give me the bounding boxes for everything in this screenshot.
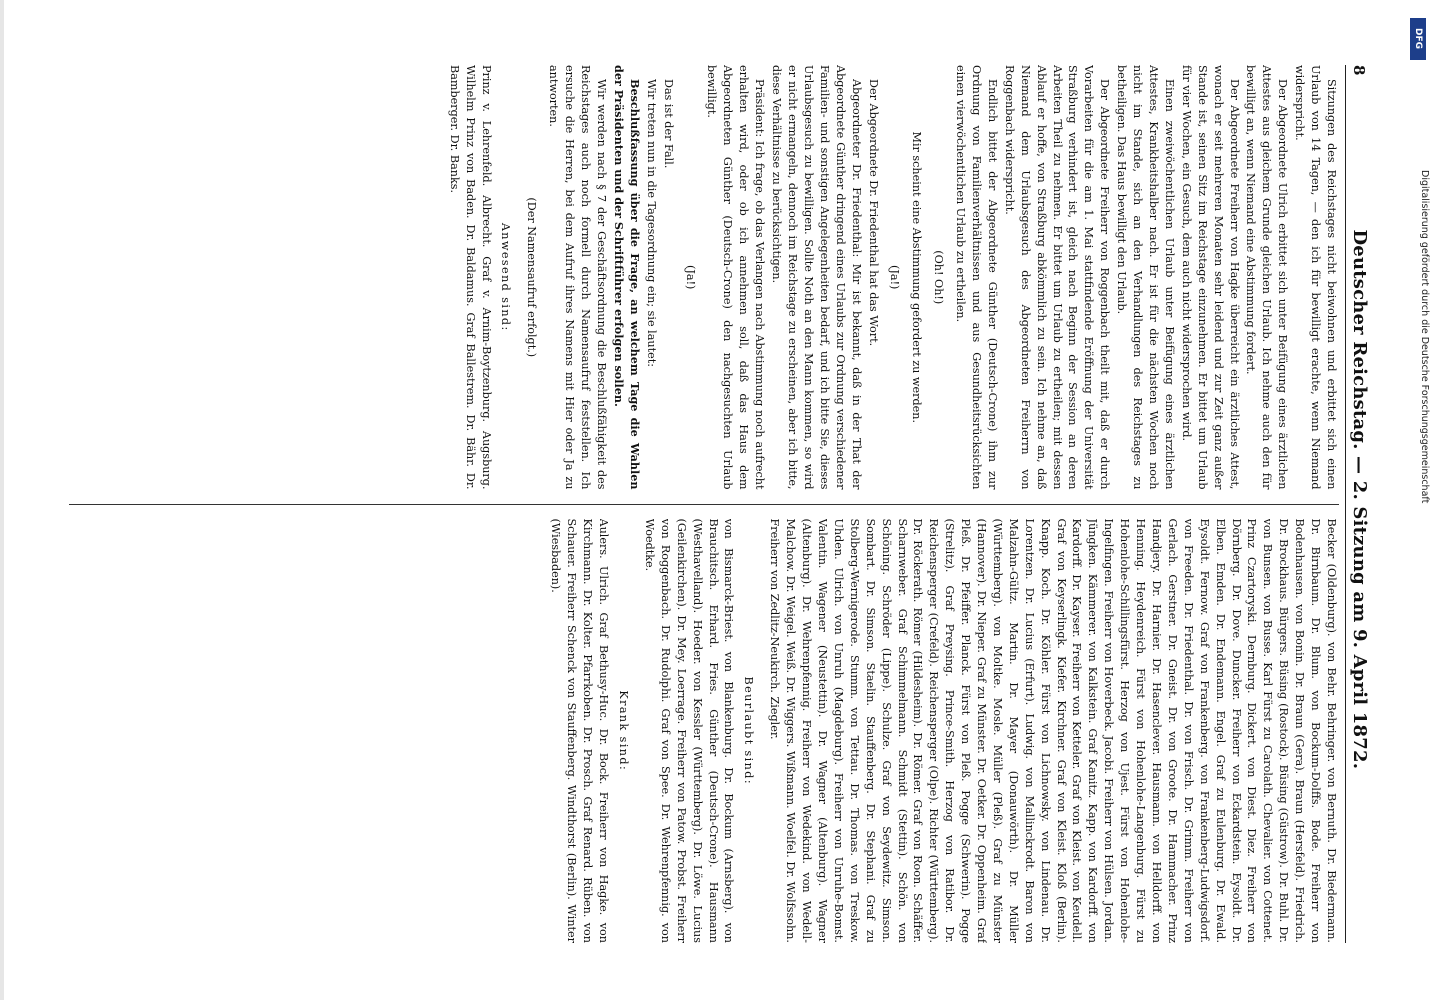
statement: Der Abgeordnete Dr. Friedenthal hat das Wort. <box>866 79 880 347</box>
page-header <box>1345 65 1370 943</box>
page-number: 8 <box>1350 65 1368 76</box>
interjection: (Ja!) <box>683 265 697 290</box>
interjection: (Ja!) <box>888 265 902 290</box>
paragraph: Der Abgeordnete Ulrich erbittet sich unter Beifügung eines ärztlichen Attestes aus gleichem Grunde gleichen Urlaub. Ich nehme auch den für bewilligt an, wenn Niemand eine Abstimmung fordert. <box>1244 65 1290 490</box>
page-title: Deutscher Reichstag. — 2. Sitzung am 9. April 1872. <box>1349 229 1370 770</box>
rollcall-note: (Der Namensaufruf erfolgt.) <box>525 197 539 358</box>
left-column <box>69 65 1339 490</box>
column-divider <box>69 504 1339 505</box>
right-column <box>69 519 1339 944</box>
paragraph: Der Abgeordnete Freiherr von Roggenbach theilt mit, daß er durch Vorarbeiten für die am 1. Mai stattfindende Eröffnung der Universität Straßburg verhindert ist, gleich nach Beginn der Session an deren Arbeiten Theil zu nehmen. Er bittet um Urlaub zu ertheilen; mit dessen Ablauf er hoffe, von Straßburg abkömmlich zu sein. Ich nehme an, daß Niemand dem Urlaubsgesuch des Abgeordneten Freiherrn von Roggenbach widerspricht. <box>1002 65 1112 490</box>
present-list-continued: Becker (Oldenburg). von Behr. Behringer. von Bernuth. Dr. Biedermann. Dr. Birnbaum. Dr. Blum. von Bockum-Dolffs. Bode. Freiherr von Bodenhausen. von Bonin. Dr. Braun (Gera). Braun (Hersfeld). Friedrich. Dr. Brockhaus. Bürgers. Büsing (Rostock). Büsing (Güstrow). Dr. Buhl. Dr. von Bunsen. von Busse. Karl Fürst zu Carolath. Chevalier. von Cottenet. Prinz Czartoryski. Dernburg. Dickert. von Diest. Diez. Freiherr von Dörnberg. Dr. Dove. Duncker. Freiherr von Eckardstein. Eysoldt. Dr. Elben. Emden. Dr. Endemann. Engel. Graf zu Eulenburg. Dr. Ewald. Eysoldt. Fernow. Graf von Frankenberg. von Frankenberg-Ludwigsdorf. von Freeden. Dr. Friedenthal. Dr. von Frisch. Dr. Grimm. Freiherr von Gerlach. Gerstner. Dr. Gneist. Dr. von Groote. Dr. Hammacher. Prinz Handjery. Dr. Harnier. Dr. Hasenclever. Hausmann. von Helldorff. von Henning. Heydenreich. Fürst von Hohenlohe-Langenburg. Fürst zu Hohenlohe-Schillingsfürst. Herzog von Ujest. Fürst von Hohenlohe-Ingelfingen. Freiherr von Hoverbeck. Jacobi. Freiherr von Hülsen. Jordan. Jüngken. Kämmerer. von Kalkstein. Graf Kanitz. Kapp. von Kardorff. von Kardorff. Dr. Kayser. Freiherr von Ketteler. Graf von Kleist. von Keudell. Graf von Keyserlingk. Kiefer. Kirchner. Graf von Kleist. Kloß (Berlin). Knapp. Koch. Dr. Köhler. Fürst von Lichnowsky. von Lindenau. Dr. Lorentzen. Dr. Lucius (Erfurt). Ludwig. von Mallinckrodt. Baron von Malzahn-Gültz. Martin. Dr. Mayer (Donauwörth). Dr. Müller (Württemberg). von Moltke. Mosle. Müller (Pleß). Graf zu Münster (Hannover). Dr. Nieper. Graf zu Münster. Dr. Oetker. Dr. Oppenheim. Graf Pleß. Dr. Pfeiffer. Planck. Fürst von Pleß. Pogge (Schwerin). Pogge (Strelitz). Graf Preysing. Prince-Smith. Herzog von Ratibor. Dr. Reichensperger (Crefeld). Reichensperger (Olpe). Richter (Württemberg). Dr. Röckerath. Römer (Hildesheim). Dr. Römer. Graf von Roon. Schäffer. Scharnweber. Graf Schimmelmann. Schmidt (Stettin). Schön. von Schöning. Schröder (Lippe). Schulze. Graf von Seydewitz. Simson. Sombart. Dr. Simson. Staelin. Stauffenberg. Dr. Stephani. Graf zu Stolberg-Wernigerode. Stumm. von Tettau. Dr. Thomas. von Treskow. Uhden. Ulrich. von Unruh (Magdeburg). Freiherr von Unruhe-Bomst. Valentin. Wagener (Neustettin). Dr. Wagner (Altenburg). Wagner (Altenburg). Dr. Wehrenpfennig. Freiherr von Wedekind. von Wedell-Malchow. Dr. Weigel. Weiß. Dr. Wiggers. Wißmann. Woelfel. Dr. Wolfssohn. Freiherr von Zedlitz-Neukirch. Ziegler. <box>768 518 1338 943</box>
present-list: Prinz v. Lehrenfeld. Albrecht. Graf v. Arnim-Boytzenburg. Augsburg. Wilhelm Prinz von Baden. Dr. Baldamus. Graf Ballestrem. Dr. Bähr. Dr. Bamberger. Dr. Banks. <box>447 65 493 490</box>
leave-list: von Bismarck-Briest. von Blankenburg. Dr. Bockum (Arnsberg). von Brauchitsch. Erhard. Fries. Günther (Deutsch-Crone). Hausmann (Westhavelland). Hoeder. von Kessler (Württemberg). Dr. Löwe. Lucius (Geilenkirchen). Dr. Mey. Loerrage. Freiherr von Patow. Probst. Freiherr von Roggenbach. Dr. Rudolphi. Graf von Spee. Dr. Wehrenpfennig. von Woedtke. <box>642 518 736 943</box>
scan-edge <box>0 0 4 1000</box>
leave-heading: Beurlaubt sind: <box>742 676 756 786</box>
rollcall-text: Wir werden nach § 7 der Geschäftsordnung die Beschlußfähigkeit des Reichstages auch noch formell durch Namensaufruf feststellen. Ich ersuche die Herren, bei dem Aufruf ihres Namens mit Hier oder Ja zu antworten. <box>547 65 609 490</box>
paragraph: Endlich bittet der Abgeordnete Günther (Deutsch-Crone) ihm zur Ordnung von Familienverhältnissen und aus Gesundheitsrücksichten einen vierwöchentlichen Urlaub zu ertheilen. <box>954 65 999 490</box>
sick-heading: Krank sind: <box>617 690 631 772</box>
statement: Das ist der Fall. <box>661 79 675 169</box>
speech-friedenthal: Abgeordneter Dr. Friedenthal: Mir ist bekannt, daß in der That der Abgeordnete Günther dringend eines Urlaubs zur Ordnung verschiedener Familien- und sonstigen Angelegenheiten bedarf, und ich bitte Sie, dieses Urlaubsgesuch zu bewilligen. Sollte Noth an den Mann kommen, so wird er nicht ermangeln, dennoch im Reichstage zu erscheinen, aber ich bitte, diese Verhältnisse zu berücksichtigen. <box>770 65 863 490</box>
text-columns <box>69 65 1339 943</box>
speech-president: Präsident: Ich frage, ob das Verlangen nach Abstimmung noch aufrecht erhalten wird, oder ob ich annehmen soll, daß das Haus dem Abgeordneten Günther (Deutsch-Crone) den nachgesuchten Urlaub bewilligt. <box>705 65 767 490</box>
paragraph: Einen zweiwöchentlichen Urlaub unter Beifügung eines ärztlichen Attestes, Krankheitshalber nach. Er ist für die nächsten Wochen noch nicht im Stande, sich an den Verhandlungen des Reichstages zu betheiligen. Das Haus bewilligt den Urlaub. <box>1115 65 1176 490</box>
scanned-page <box>36 35 1396 965</box>
sick-list: Aulers. Ulrich. Graf Bethusy-Huc. Dr. Bock. Freiherr von Hagke. von Kirchmann. Dr. Kolter. Pfarrkoben. Dr. Prosch. Graf Renard. Rüben. von Schauer. Freiherr Schenck von Stauffenberg. Windthorst (Berlin). Winter (Wiesbaden). <box>549 518 611 943</box>
statement: Mir scheint eine Abstimmung gefordert zu werden. <box>910 131 924 424</box>
digitization-note: Digitalisierung gefördert durch die Deutsche Forschungsgemeinschaft <box>1419 170 1430 504</box>
paragraph: Sitzungen des Reichstages nicht beiwohnen und erbittet sich einen Urlaub von 14 Tagen, — den ich für bewilligt erachte, wenn Niemand widerspricht. <box>1293 65 1338 490</box>
interjection: (Oh! Oh!) <box>932 250 946 305</box>
agenda-intro: Wir treten nun in die Tagesordnung ein; sie lautet: <box>644 79 658 367</box>
present-heading: Anwesend sind: <box>499 222 513 332</box>
paragraph: Der Abgeordnete Freiherr von Hagke überreicht ein ärztliches Attest, wonach er seit mehreren Monaten sehr leidend und zur Zeit ganz außer Stande ist, seinen Sitz im Reichstage einzunehmen. Er bittet um Urlaub für vier Wochen, ein Gesuch, dem auch nicht widersprochen wird. <box>1179 65 1241 490</box>
agenda-item: Beschlußfassung über die Frage, an welchem Tage die Wahlen der Präsidenten und der Schriftführer erfolgen sollen. <box>611 65 642 490</box>
dfg-logo: DFG <box>1410 18 1426 60</box>
